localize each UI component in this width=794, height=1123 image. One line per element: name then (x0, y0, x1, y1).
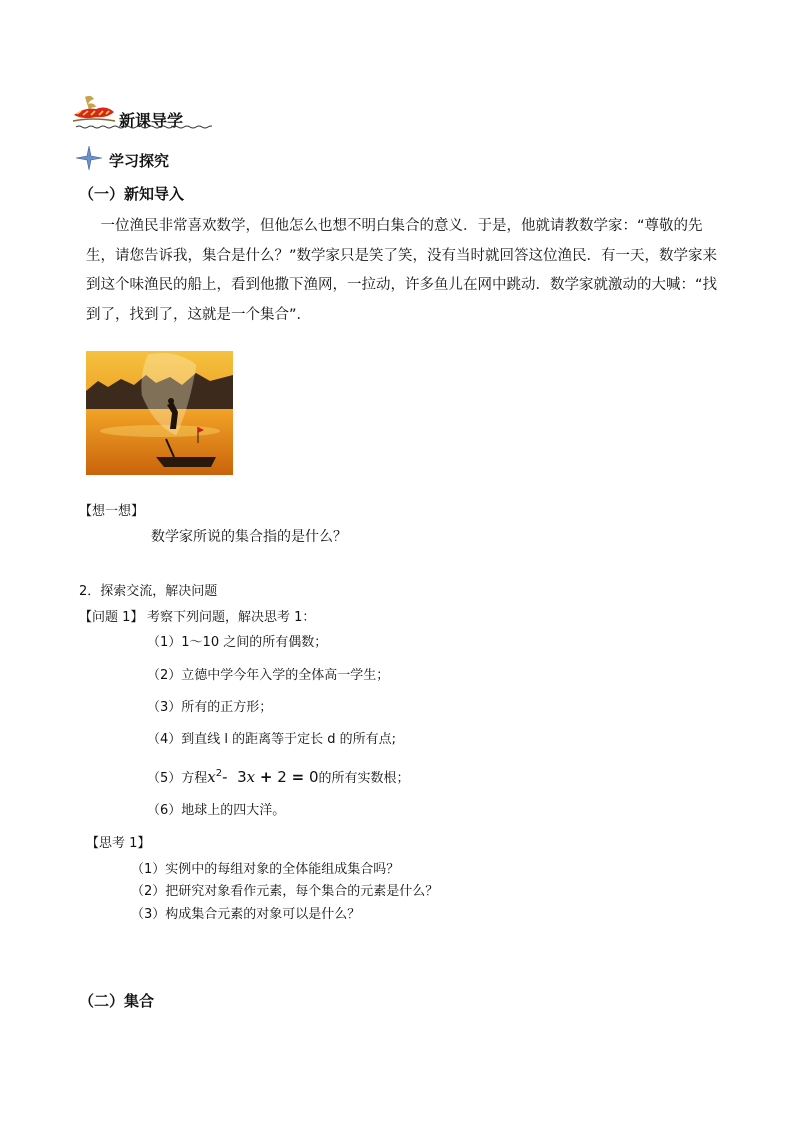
lesson-logo-icon (71, 93, 117, 127)
list-item: （6）地球上的四大洋。 (147, 803, 286, 818)
list-item (147, 767, 410, 786)
list-item: （4）到直线 l 的距离等于定长 d 的所有点; (147, 732, 397, 747)
story-paragraph: 一位渔民非常喜欢数学，但他怎么也想不明白集合的意义．于是，他就请教数学家：“尊敬的先生，请您告诉我，集合是什么？”数学家只是笑了笑，没有当时就回答这位渔民．有一天，数学家来到这个味渔民的船上，看到他撒下渔网，一拉动，许多鱼儿在网中跳动．数学家就激动的大喊：“找到了，找到了，这就是一个集合”． (86, 218, 718, 323)
part2-title: 2．探索交流，解决问题 (79, 584, 218, 599)
think-question: 数学家所说的集合指的是什么？ (151, 529, 347, 545)
list-item-suffix: 的所有实数根； (318, 771, 410, 786)
fisherman-photo (86, 351, 233, 475)
think1-item: （2）把研究对象看作元素，每个集合的元素是什么？ (131, 884, 439, 899)
part3-title: （二）集合 (79, 992, 155, 1010)
section-title: 学习探究 (109, 152, 170, 170)
star-icon (75, 145, 103, 171)
part1-title: （一）新知导入 (79, 185, 185, 203)
think1-item: （1）实例中的每组对象的全体能组成集合吗？ (131, 862, 400, 877)
think1-label: 【思考 1】 (86, 836, 151, 851)
header-underline (76, 125, 212, 129)
list-item: （3）所有的正方形； (147, 700, 273, 715)
list-item-label: （5）方程 (147, 771, 208, 786)
list-item: （2）立德中学今年入学的全体高一学生； (147, 668, 390, 683)
problem-label: 【问题 1】 (79, 610, 144, 625)
problem-text: 考察下列问题，解决思考 1： (147, 610, 316, 625)
list-item: （1）1～10 之间的所有偶数； (147, 635, 328, 650)
think1-item: （3）构成集合元素的对象可以是什么？ (131, 907, 361, 922)
header-title: 新课导学 (119, 111, 184, 130)
equation: $x^2-$ 3x + 2 = 0 (207, 768, 319, 786)
think-label: 【想一想】 (79, 504, 145, 519)
